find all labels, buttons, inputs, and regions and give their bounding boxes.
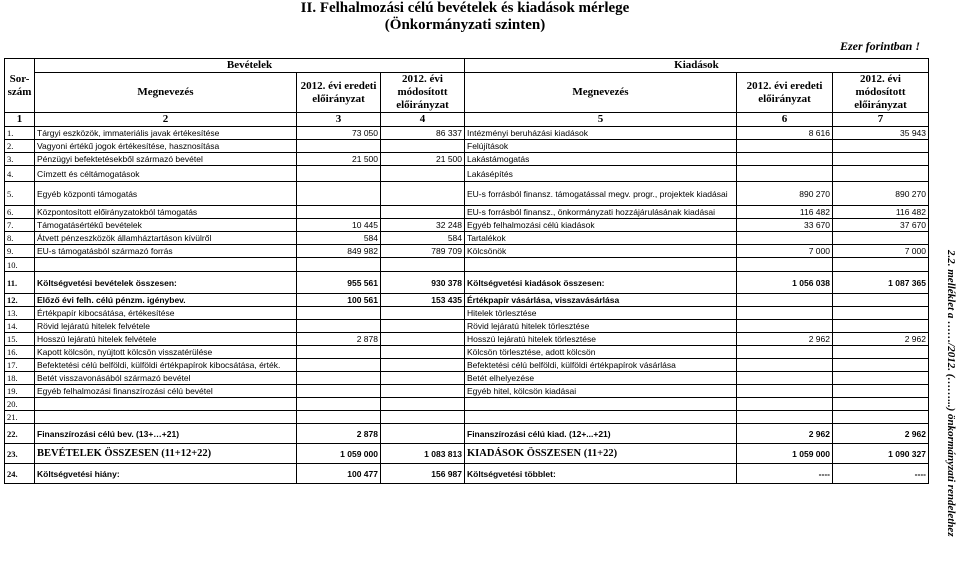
row-number: 24. [5, 464, 35, 484]
expense-label: Lakástámogatás [465, 153, 737, 166]
expense-modified: 2 962 [833, 424, 929, 444]
income-modified [381, 359, 465, 372]
income-original [297, 166, 381, 182]
expense-original-header: 2012. évi eredeti előirányzat [737, 73, 833, 113]
expense-original: 1 059 000 [737, 444, 833, 464]
row-number: 6. [5, 206, 35, 219]
expense-original: 116 482 [737, 206, 833, 219]
income-modified: 789 709 [381, 245, 465, 258]
income-original-header: 2012. évi eredeti előirányzat [297, 73, 381, 113]
income-modified: 86 337 [381, 127, 465, 140]
income-label: Befektetési célú belföldi, külföldi értékpapírok kibocsátása, érték. [35, 359, 297, 372]
expense-label: Tartalékok [465, 232, 737, 245]
expense-label: Egyéb hitel, kölcsön kiadásai [465, 385, 737, 398]
income-original [297, 398, 381, 411]
row-number: 21. [5, 411, 35, 424]
expense-original [737, 398, 833, 411]
column-number: 3 [297, 113, 381, 127]
row-number: 3. [5, 153, 35, 166]
row-number: 18. [5, 372, 35, 385]
expense-original [737, 307, 833, 320]
table-row [5, 359, 929, 372]
income-label: Előző évi felh. célú pénzm. igénybev. [35, 294, 297, 307]
table-row [5, 346, 929, 359]
expense-modified [833, 320, 929, 333]
income-label: Költségvetési hiány: [35, 464, 297, 484]
expense-label: Intézményi beruházási kiadások [465, 127, 737, 140]
income-label: Betét visszavonásából származó bevétel [35, 372, 297, 385]
income-modified [381, 320, 465, 333]
expense-modified [833, 153, 929, 166]
expense-original [737, 346, 833, 359]
row-number: 10. [5, 258, 35, 272]
income-original: 100 561 [297, 294, 381, 307]
income-modified [381, 206, 465, 219]
column-number: 7 [833, 113, 929, 127]
income-original: 100 477 [297, 464, 381, 484]
table-row [5, 232, 929, 245]
expense-original: 2 962 [737, 333, 833, 346]
income-label: Tárgyi eszközök, immateriális javak értékesítése [35, 127, 297, 140]
row-number: 16. [5, 346, 35, 359]
income-original [297, 346, 381, 359]
income-original [297, 258, 381, 272]
income-modified [381, 140, 465, 153]
row-number: 8. [5, 232, 35, 245]
expense-label: Egyéb felhalmozási célú kiadások [465, 219, 737, 232]
income-label: Egyéb központi támogatás [35, 182, 297, 206]
income-label: Értékpapír kibocsátása, értékesítése [35, 307, 297, 320]
income-original [297, 182, 381, 206]
row-number: 20. [5, 398, 35, 411]
expense-label [465, 411, 737, 424]
currency-note: Ezer forintban ! [839, 39, 920, 53]
table-row [5, 245, 929, 258]
expense-modified [833, 385, 929, 398]
table-row [5, 140, 929, 153]
income-name-header: Megnevezés [35, 73, 297, 113]
expense-label: Befektetési célú belföldi, külföldi értékpapírok vásárlása [465, 359, 737, 372]
table-row [5, 398, 929, 411]
expense-original [737, 294, 833, 307]
expense-original [737, 385, 833, 398]
row-number: 1. [5, 127, 35, 140]
expense-original [737, 372, 833, 385]
page-title: II. Felhalmozási célú bevételek és kiadások mérlege [300, 0, 630, 16]
expense-modified: 116 482 [833, 206, 929, 219]
income-original [297, 411, 381, 424]
expense-header: Kiadások [465, 59, 929, 73]
income-original [297, 140, 381, 153]
table-row [5, 166, 929, 182]
expense-modified: ---- [833, 464, 929, 484]
column-number: 4 [381, 113, 465, 127]
income-modified [381, 385, 465, 398]
expense-modified [833, 258, 929, 272]
expense-modified [833, 372, 929, 385]
expense-label: Kölcsönök [465, 245, 737, 258]
expense-original: 33 670 [737, 219, 833, 232]
table-row [5, 444, 929, 464]
row-number: 4. [5, 166, 35, 182]
expense-modified [833, 411, 929, 424]
expense-label: EU-s forrásból finansz., önkormányzati hozzájárulásának kiadásai [465, 206, 737, 219]
expense-modified: 35 943 [833, 127, 929, 140]
income-modified [381, 182, 465, 206]
income-label: Vagyoni értékű jogok értékesítése, hasznosítása [35, 140, 297, 153]
income-label [35, 411, 297, 424]
income-original: 73 050 [297, 127, 381, 140]
income-label [35, 258, 297, 272]
income-modified: 930 378 [381, 272, 465, 294]
income-modified [381, 424, 465, 444]
expense-label: KIADÁSOK ÖSSZESEN (11+22) [465, 444, 737, 464]
income-modified: 153 435 [381, 294, 465, 307]
table-row [5, 424, 929, 444]
row-number: 7. [5, 219, 35, 232]
expense-original: 1 056 038 [737, 272, 833, 294]
income-label: Pénzügyi befektetésekből származó bevétel [35, 153, 297, 166]
expense-label: Költségvetési kiadások összesen: [465, 272, 737, 294]
expense-original [737, 166, 833, 182]
expense-original [737, 140, 833, 153]
table-row [5, 333, 929, 346]
row-number: 23. [5, 444, 35, 464]
expense-modified [833, 359, 929, 372]
expense-label: EU-s forrásból finansz. támogatással megv. progr., projektek kiadásai [465, 182, 737, 206]
side-note: 2.2. melléklet a ……/2012. (……...) önkormányzati rendelethez [945, 250, 957, 537]
expense-label: Felújítások [465, 140, 737, 153]
row-number-header: Sor-szám [5, 59, 35, 113]
table-row [5, 182, 929, 206]
expense-modified [833, 398, 929, 411]
income-original [297, 307, 381, 320]
expense-original: 2 962 [737, 424, 833, 444]
expense-label: Betét elhelyezése [465, 372, 737, 385]
row-number: 15. [5, 333, 35, 346]
side-note-container [944, 250, 958, 560]
expense-modified-header: 2012. évi módosított előirányzat [833, 73, 929, 113]
expense-modified [833, 140, 929, 153]
expense-modified: 1 087 365 [833, 272, 929, 294]
income-modified: 156 987 [381, 464, 465, 484]
expense-modified [833, 166, 929, 182]
income-modified [381, 333, 465, 346]
expense-label: Hitelek törlesztése [465, 307, 737, 320]
expense-modified [833, 232, 929, 245]
column-number: 5 [465, 113, 737, 127]
expense-modified: 890 270 [833, 182, 929, 206]
expense-original: ---- [737, 464, 833, 484]
income-original: 584 [297, 232, 381, 245]
income-original: 2 878 [297, 424, 381, 444]
income-modified: 32 248 [381, 219, 465, 232]
row-number: 17. [5, 359, 35, 372]
income-label: Rövid lejáratú hitelek felvétele [35, 320, 297, 333]
table-row [5, 385, 929, 398]
expense-modified: 7 000 [833, 245, 929, 258]
table-row [5, 206, 929, 219]
expense-modified [833, 294, 929, 307]
expense-original [737, 232, 833, 245]
expense-label: Finanszírozási célú kiad. (12+...+21) [465, 424, 737, 444]
expense-label: Kölcsön törlesztése, adott kölcsön [465, 346, 737, 359]
income-original: 2 878 [297, 333, 381, 346]
income-original: 849 982 [297, 245, 381, 258]
income-label: Egyéb felhalmozási finanszírozási célú bevétel [35, 385, 297, 398]
income-label: Költségvetési bevételek összesen: [35, 272, 297, 294]
income-modified: 584 [381, 232, 465, 245]
page-subtitle: (Önkormányzati szinten) [384, 17, 546, 33]
income-label: Támogatásértékű bevételek [35, 219, 297, 232]
income-original: 955 561 [297, 272, 381, 294]
income-label: Kapott kölcsön, nyújtott kölcsön visszatérülése [35, 346, 297, 359]
income-original [297, 320, 381, 333]
table-row [5, 464, 929, 484]
expense-label: Értékpapír vásárlása, visszavásárlása [465, 294, 737, 307]
row-number: 19. [5, 385, 35, 398]
income-label: EU-s támogatásból származó forrás [35, 245, 297, 258]
income-modified-header: 2012. évi módosított előirányzat [381, 73, 465, 113]
expense-original: 7 000 [737, 245, 833, 258]
row-number: 13. [5, 307, 35, 320]
table-row [5, 294, 929, 307]
table-row [5, 320, 929, 333]
table-body [5, 127, 929, 484]
income-label: Címzett és céltámogatások [35, 166, 297, 182]
expense-original [737, 320, 833, 333]
expense-label [465, 398, 737, 411]
income-label: Hosszú lejáratú hitelek felvétele [35, 333, 297, 346]
income-original: 21 500 [297, 153, 381, 166]
expense-label: Lakásépítés [465, 166, 737, 182]
row-number: 2. [5, 140, 35, 153]
income-original: 1 059 000 [297, 444, 381, 464]
table-row [5, 219, 929, 232]
balance-table [4, 58, 929, 484]
income-label: Finanszírozási célú bev. (13+…+21) [35, 424, 297, 444]
column-number: 6 [737, 113, 833, 127]
income-modified [381, 372, 465, 385]
row-number: 22. [5, 424, 35, 444]
income-modified: 1 083 813 [381, 444, 465, 464]
expense-original: 8 616 [737, 127, 833, 140]
row-number: 11. [5, 272, 35, 294]
expense-original: 890 270 [737, 182, 833, 206]
income-original [297, 385, 381, 398]
table-row [5, 307, 929, 320]
row-number: 5. [5, 182, 35, 206]
row-number: 14. [5, 320, 35, 333]
expense-modified: 37 670 [833, 219, 929, 232]
table-row [5, 127, 929, 140]
income-original: 10 445 [297, 219, 381, 232]
income-modified [381, 258, 465, 272]
expense-original [737, 153, 833, 166]
expense-modified [833, 307, 929, 320]
expense-original [737, 258, 833, 272]
income-original [297, 206, 381, 219]
income-modified [381, 398, 465, 411]
income-label: Átvett pénzeszközök államháztartáson kívülről [35, 232, 297, 245]
income-modified [381, 411, 465, 424]
expense-modified [833, 346, 929, 359]
row-number: 9. [5, 245, 35, 258]
expense-original [737, 411, 833, 424]
income-modified [381, 307, 465, 320]
income-header: Bevételek [35, 59, 465, 73]
expense-name-header: Megnevezés [465, 73, 737, 113]
expense-modified: 1 090 327 [833, 444, 929, 464]
expense-modified: 2 962 [833, 333, 929, 346]
expense-label: Költségvetési többlet: [465, 464, 737, 484]
column-number: 2 [35, 113, 297, 127]
table-row [5, 272, 929, 294]
income-modified [381, 166, 465, 182]
table-row [5, 258, 929, 272]
expense-label: Hosszú lejáratú hitelek törlesztése [465, 333, 737, 346]
income-modified [381, 346, 465, 359]
expense-original [737, 359, 833, 372]
row-number: 12. [5, 294, 35, 307]
income-modified: 21 500 [381, 153, 465, 166]
table-row [5, 411, 929, 424]
income-label: BEVÉTELEK ÖSSZESEN (11+12+22) [35, 444, 297, 464]
table-row [5, 372, 929, 385]
income-original [297, 359, 381, 372]
expense-label: Rövid lejáratú hitelek törlesztése [465, 320, 737, 333]
table-row [5, 153, 929, 166]
income-original [297, 372, 381, 385]
column-number: 1 [5, 113, 35, 127]
income-label: Központosított előirányzatokból támogatás [35, 206, 297, 219]
income-label [35, 398, 297, 411]
expense-label [465, 258, 737, 272]
